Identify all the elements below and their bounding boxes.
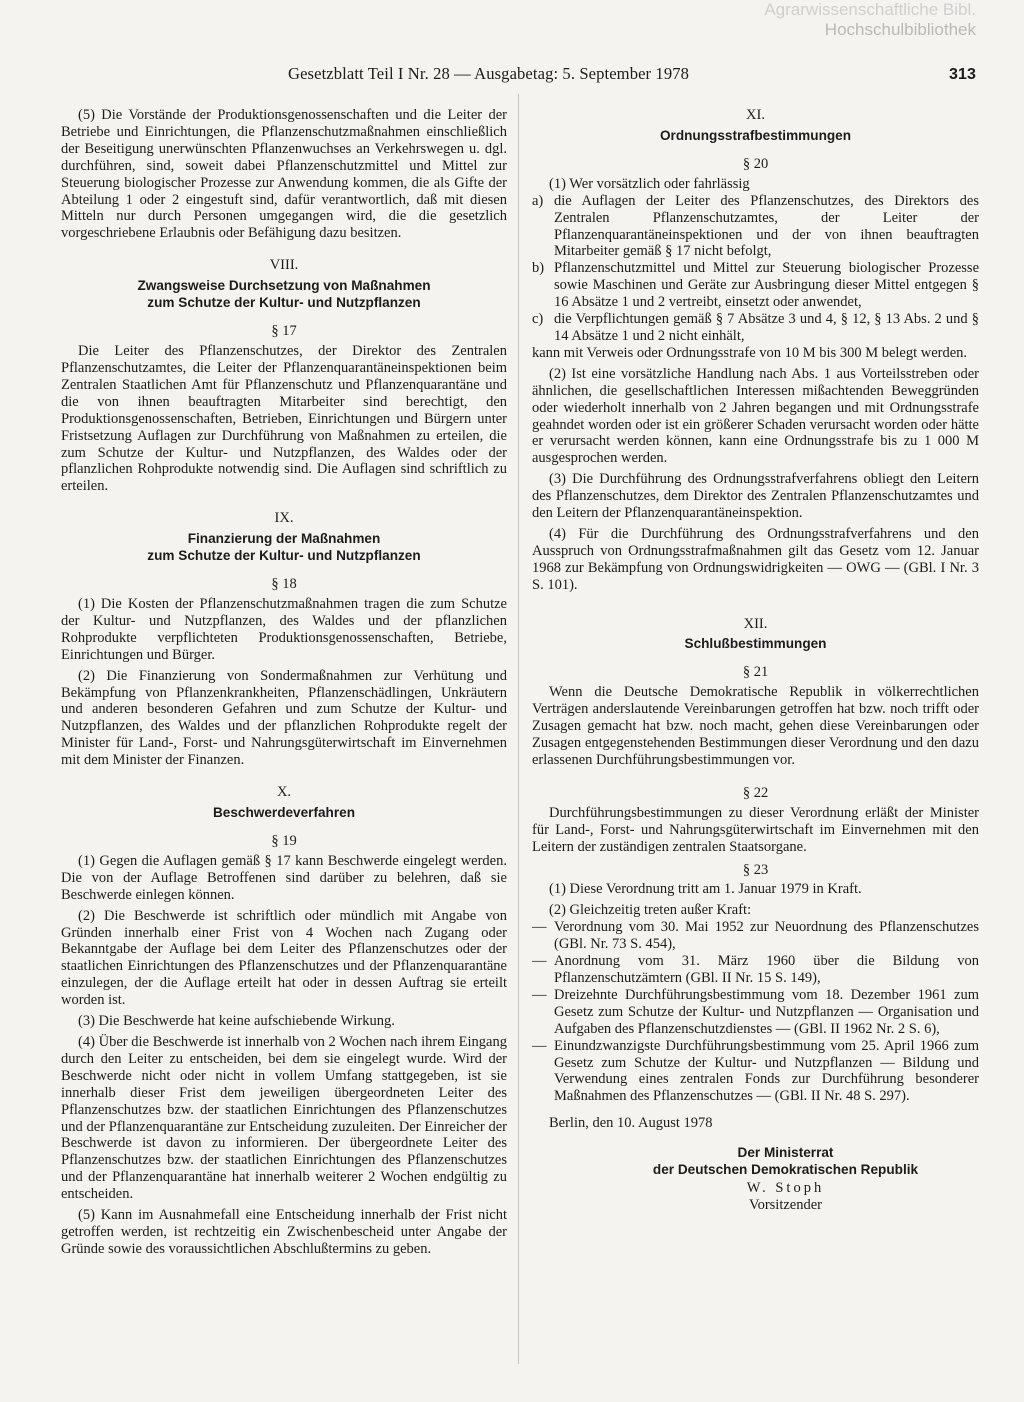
paragraph-19-3: (3) Die Beschwerde hat keine aufschiebende Wirkung. [78, 1013, 395, 1030]
dash-marker: — [532, 919, 547, 936]
paragraph-19-5: (5) Kann im Ausnahmefall eine Entscheidung innerhalb der Frist nicht getroffen werden, ist rechtzeitig ein Zwischenbescheid unter Angabe der Gründe sowie des voraussichtlichen Abschlußtermins zu geben. [61, 1207, 507, 1257]
section-number-x: X. [276, 784, 292, 801]
list-label-a: a) [532, 192, 544, 209]
list-item-a [532, 193, 979, 261]
signature-org-line2: der Deutschen Demokratischen Republik [652, 1162, 919, 1178]
section-number-xi: XI. [746, 107, 765, 123]
paragraph-heading-23: § 23 [742, 861, 769, 878]
dash-marker: — [532, 986, 547, 1003]
dash-marker: — [532, 1037, 547, 1054]
stamp-line-1: Agrarwissenschaftliche Bibl. [764, 0, 976, 19]
left-column [61, 107, 507, 1258]
paragraph-19-4: (4) Über die Beschwerde ist innerhalb von 2 Wochen nach ihrem Eingang durch den Leiter zu entscheiden, bei dem sie eingelegt wurde. Wird der Beschwerde nicht oder nicht in vollem Umfang stattgegeben, ist sie innerhalb dieser Frist dem jeweiligen übergeordneten Leiter des Pflanzenschutzes bzw. der staatlichen Einrichtungen des Pflanzenschutzes und der Pflanzenquarantäne zur Entscheidung zuzuleiten. Der Einreicher der Beschwerde ist davon zu informieren. Der übergeordnete Leiter des Pflanzenschutzes bzw. der staatlichen Einrichtungen des Pflanzenschutzes und der Pflanzenquarantäne hat innerhalb weiterer 2 Wochen endgültig zu entscheiden. [61, 1033, 507, 1203]
repeal-item-4 [532, 1038, 979, 1106]
paragraph-heading-21: § 21 [742, 664, 769, 681]
section-title-viii-line1: Zwangsweise Durchsetzung von Maßnahmen [137, 278, 431, 294]
page-header [288, 64, 976, 84]
section-number-viii: VIII. [269, 257, 299, 274]
repeal-item-2 [532, 953, 979, 987]
paragraph-20-2: (2) Ist eine vorsätzliche Handlung nach Abs. 1 aus Vorteilsstreben oder ähnlichen, die gesellschaftlichen Interessen mißachtenden Beweggründen oder wiederholt innerhalb von 2 Jahren begangen und mit Ordnungsstrafe geahndet worden oder ist ein größerer Schaden verursacht worden oder hätte er verursacht werden können, kann eine Ordnungsstrafe bis zu 1 000 M ausgesprochen werden. [532, 365, 979, 467]
stamp-line-2: Hochschulbibliothek [824, 20, 976, 39]
repeal-item-3 [532, 987, 979, 1038]
repeal-item-1 [532, 919, 979, 953]
section-title-xii: Schlußbestimmungen [684, 636, 827, 652]
paragraph-23-2: (2) Gleichzeitig treten außer Kraft: [549, 902, 752, 919]
paragraph-17-text: Die Leiter des Pflanzenschutzes, der Direktor des Zentralen Pflanzenschutzamtes, die Leiter der Pflanzenquarantäneinspektionen beim Zentralen Staatlichen Amt für Pflanzenschutz und Pflanzenquarantäne und die von ihnen beauftragten Mitarbeiter sind berechtigt, den Produktionsgenossenschaften, Betrieben, Einrichtungen und Bürgern unter Fristsetzung Auflagen zur Durchführung von Maßnahmen zu erteilen, die zum Schutze der Kultur- und Nutzpflanzen, des Waldes oder der pflanzlichen Rohprodukte notwendig sind. Die Auflagen sind schriftlich zu erteilen. [61, 343, 507, 495]
paragraph-heading-20: § 20 [742, 155, 769, 172]
repeal-text-3: Dreizehnte Durchführungsbestimmung vom 18. Dezember 1961 zum Gesetz zum Schutze der Kultur- und Nutzpflanzen — Organisation und Aufgaben des Pflanzenschutzdienstes — (GBl. II 1962 Nr. 2 S. 6), [554, 986, 979, 1037]
paragraph-19-2: (2) Die Beschwerde ist schriftlich oder mündlich mit Angabe von Gründen innerhalb einer Frist von 4 Wochen nach Zugang oder Bekanntgabe der Auflage bei dem Leiter des Pflanzenschutzes oder der staatlichen Einrichtungen des Pflanzenschutzes und der Pflanzenquarantäne einzulegen, der die Auflage erteilt hat oder in dessen Auftrag sie erteilt worden ist. [61, 907, 507, 1009]
paragraph-heading-22: § 22 [742, 784, 769, 801]
paragraph-19-1: (1) Gegen die Auflagen gemäß § 17 kann Beschwerde eingelegt werden. Die von der Auflage Betroffenen sind darüber zu belehren, daß sie Beschwerde einlegen können. [61, 852, 507, 903]
list-item-b [532, 260, 979, 311]
signature-name: W. Stoph [746, 1180, 825, 1197]
paragraph-18-2: (2) Die Finanzierung von Sondermaßnahmen zur Verhütung und Bekämpfung von Pflanzenkrankheiten, Pflanzenschädlingen, Unkräutern und anderen besonderen Gefahren und zum Schutze der Kultur- und Nutzpflanzen, des Waldes und der pflanzlichen Rohprodukte regelt der Minister für Land-, Forst- und Nahrungsgüterwirtschaft im Einvernehmen mit dem Minister der Finanzen. [61, 667, 507, 769]
list-label-b: b) [532, 260, 545, 277]
repeal-text-4: Einundzwanzigste Durchführungsbestimmung vom 25. April 1966 zum Gesetz zum Schutze der Kultur- und Nutzpflanzen — Bildung und Verwendung eines zentralen Fonds zur Durchführung besonderer Maßnahmen des Pflanzenschutzes — (GBl. II Nr. 48 S. 297). [554, 1037, 979, 1105]
section-title-viii-line2: zum Schutze der Kultur- und Nutzpflanzen [147, 295, 421, 311]
paragraph-20-4: (4) Für die Durchführung des Ordnungsstrafverfahrens und den Ausspruch von Ordnungsstrafmaßnahmen gilt das Gesetz vom 12. Januar 1968 zur Bekämpfung von Ordnungswidrigkeiten — OWG — (GBl. I Nr. 3 S. 101). [532, 525, 979, 593]
paragraph-22-text: Durchführungsbestimmungen zu dieser Verordnung erläßt der Minister für Land-, Forst- und Nahrungsgüterwirtschaft im Einvernehmen mit den Leitern der zuständigen zentralen Staatsorgane. [532, 804, 979, 855]
paragraph-16-5: (5) Die Vorstände der Produktionsgenossenschaften und die Leiter der Betriebe und Einrichtungen, die Pflanzenschutzmaßnahmen einschließlich der Beseitigung unerwünschten Pflanzenwuchses an Verkehrswegen u. dgl. durchführen, sind, soweit dabei Pflanzenschutzmittel und Mittel zur Steuerung biologischer Prozesse zur Anwendung kommen, die als Gifte der Abteilung 1 oder 2 eingestuft sind, dafür verantwortlich, daß mit diesen Mitteln nur durch Personen umgegangen wird, die die gesetzlich vorgeschriebene Erlaubnis oder Befähigung dazu besitzen. [61, 107, 507, 242]
paragraph-20-1-intro: (1) Wer vorsätzlich oder fahrlässig [549, 175, 750, 192]
library-stamp [756, 0, 976, 42]
place-date: Berlin, den 10. August 1978 [549, 1115, 713, 1132]
section-number-ix: IX. [274, 510, 294, 527]
paragraph-heading-17: § 17 [271, 323, 297, 340]
paragraph-21-text: Wenn die Deutsche Demokratische Republik in völkerrechtlichen Verträgen anderslautende Vereinbarungen getroffen hat bzw. noch trifft oder Zusagen gemacht hat bzw. noch macht, gehen diese Vereinbarungen oder Zusagen entgegenstehenden Bestimmungen dieser Verordnung und den dazu erlassenen Durchführungsbestimmungen vor. [532, 684, 979, 768]
list-item-c [532, 311, 979, 345]
paragraph-heading-19: § 19 [271, 833, 297, 849]
section-number-xii: XII. [743, 615, 768, 632]
section-title-ix-line2: zum Schutze der Kultur- und Nutzpflanzen [147, 548, 421, 564]
right-column [532, 107, 979, 1214]
signature-block [592, 1144, 979, 1214]
list-text-b: Pflanzenschutzmittel und Mittel zur Steuerung biologischer Prozesse sowie Maschinen und Geräte zur Ausbringung dieser Mittel entgegen § 16 Absätze 1 und 2 vertreibt, einsetzt oder anwendet, [554, 260, 979, 311]
list-text-c: die Verpflichtungen gemäß § 7 Absätze 3 und 4, § 12, § 13 Abs. 2 und § 14 Absätze 1 und 2 nicht einhält, [554, 311, 979, 344]
paragraph-heading-18: § 18 [271, 576, 297, 593]
running-title: Gesetzblatt Teil I Nr. 28 — Ausgabetag: 5. September 1978 [288, 64, 690, 83]
section-title-ix-line1: Finanzierung der Maßnahmen [187, 531, 381, 547]
repeal-text-2: Anordnung vom 31. März 1960 über die Bildung von Pflanzenschutzämtern (GBl. II Nr. 15 S. 149), [554, 953, 979, 986]
section-title-x: Beschwerdeverfahren [212, 805, 356, 820]
column-divider [518, 94, 519, 1364]
signature-org-line1: Der Ministerrat [737, 1145, 834, 1161]
paragraph-20-1-end: kann mit Verweis oder Ordnungsstrafe von 10 M bis 300 M belegt werden. [532, 344, 968, 361]
page-number: 313 [949, 66, 976, 83]
list-text-a: die Auflagen der Leiter des Pflanzenschutzes, des Direktors des Zentralen Pflanzenschutzamtes, der Leiter der Pflanzenquarantäneinspektionen und der von ihnen beauftragten Mitarbeiter gemäß § 17 nicht befolgt, [554, 192, 979, 260]
section-title-xi: Ordnungsstrafbestimmungen [659, 127, 852, 143]
dash-marker: — [532, 953, 547, 970]
paragraph-18-1: (1) Die Kosten der Pflanzenschutzmaßnahmen tragen die zum Schutze der Kultur- und Nutzpflanzen, des Waldes und der pflanzlichen Rohprodukte verpflichteten Produktionsgenossenschaften, Betriebe, Einrichtungen und Bürger. [61, 596, 507, 663]
list-label-c: c) [532, 311, 544, 328]
paragraph-23-1: (1) Diese Verordnung tritt am 1. Januar 1979 in Kraft. [549, 881, 862, 898]
signature-role: Vorsitzender [748, 1197, 823, 1214]
repeal-text-1: Verordnung vom 30. Mai 1952 zur Neuordnung des Pflanzenschutzes (GBl. Nr. 73 S. 454), [554, 919, 979, 953]
paragraph-20-3: (3) Die Durchführung des Ordnungsstrafverfahrens obliegt den Leitern des Pflanzenschutzes, dem Direktor des Zentralen Pflanzenschutzamtes und den Leitern der Pflanzenquarantäneinspektion. [532, 471, 979, 522]
